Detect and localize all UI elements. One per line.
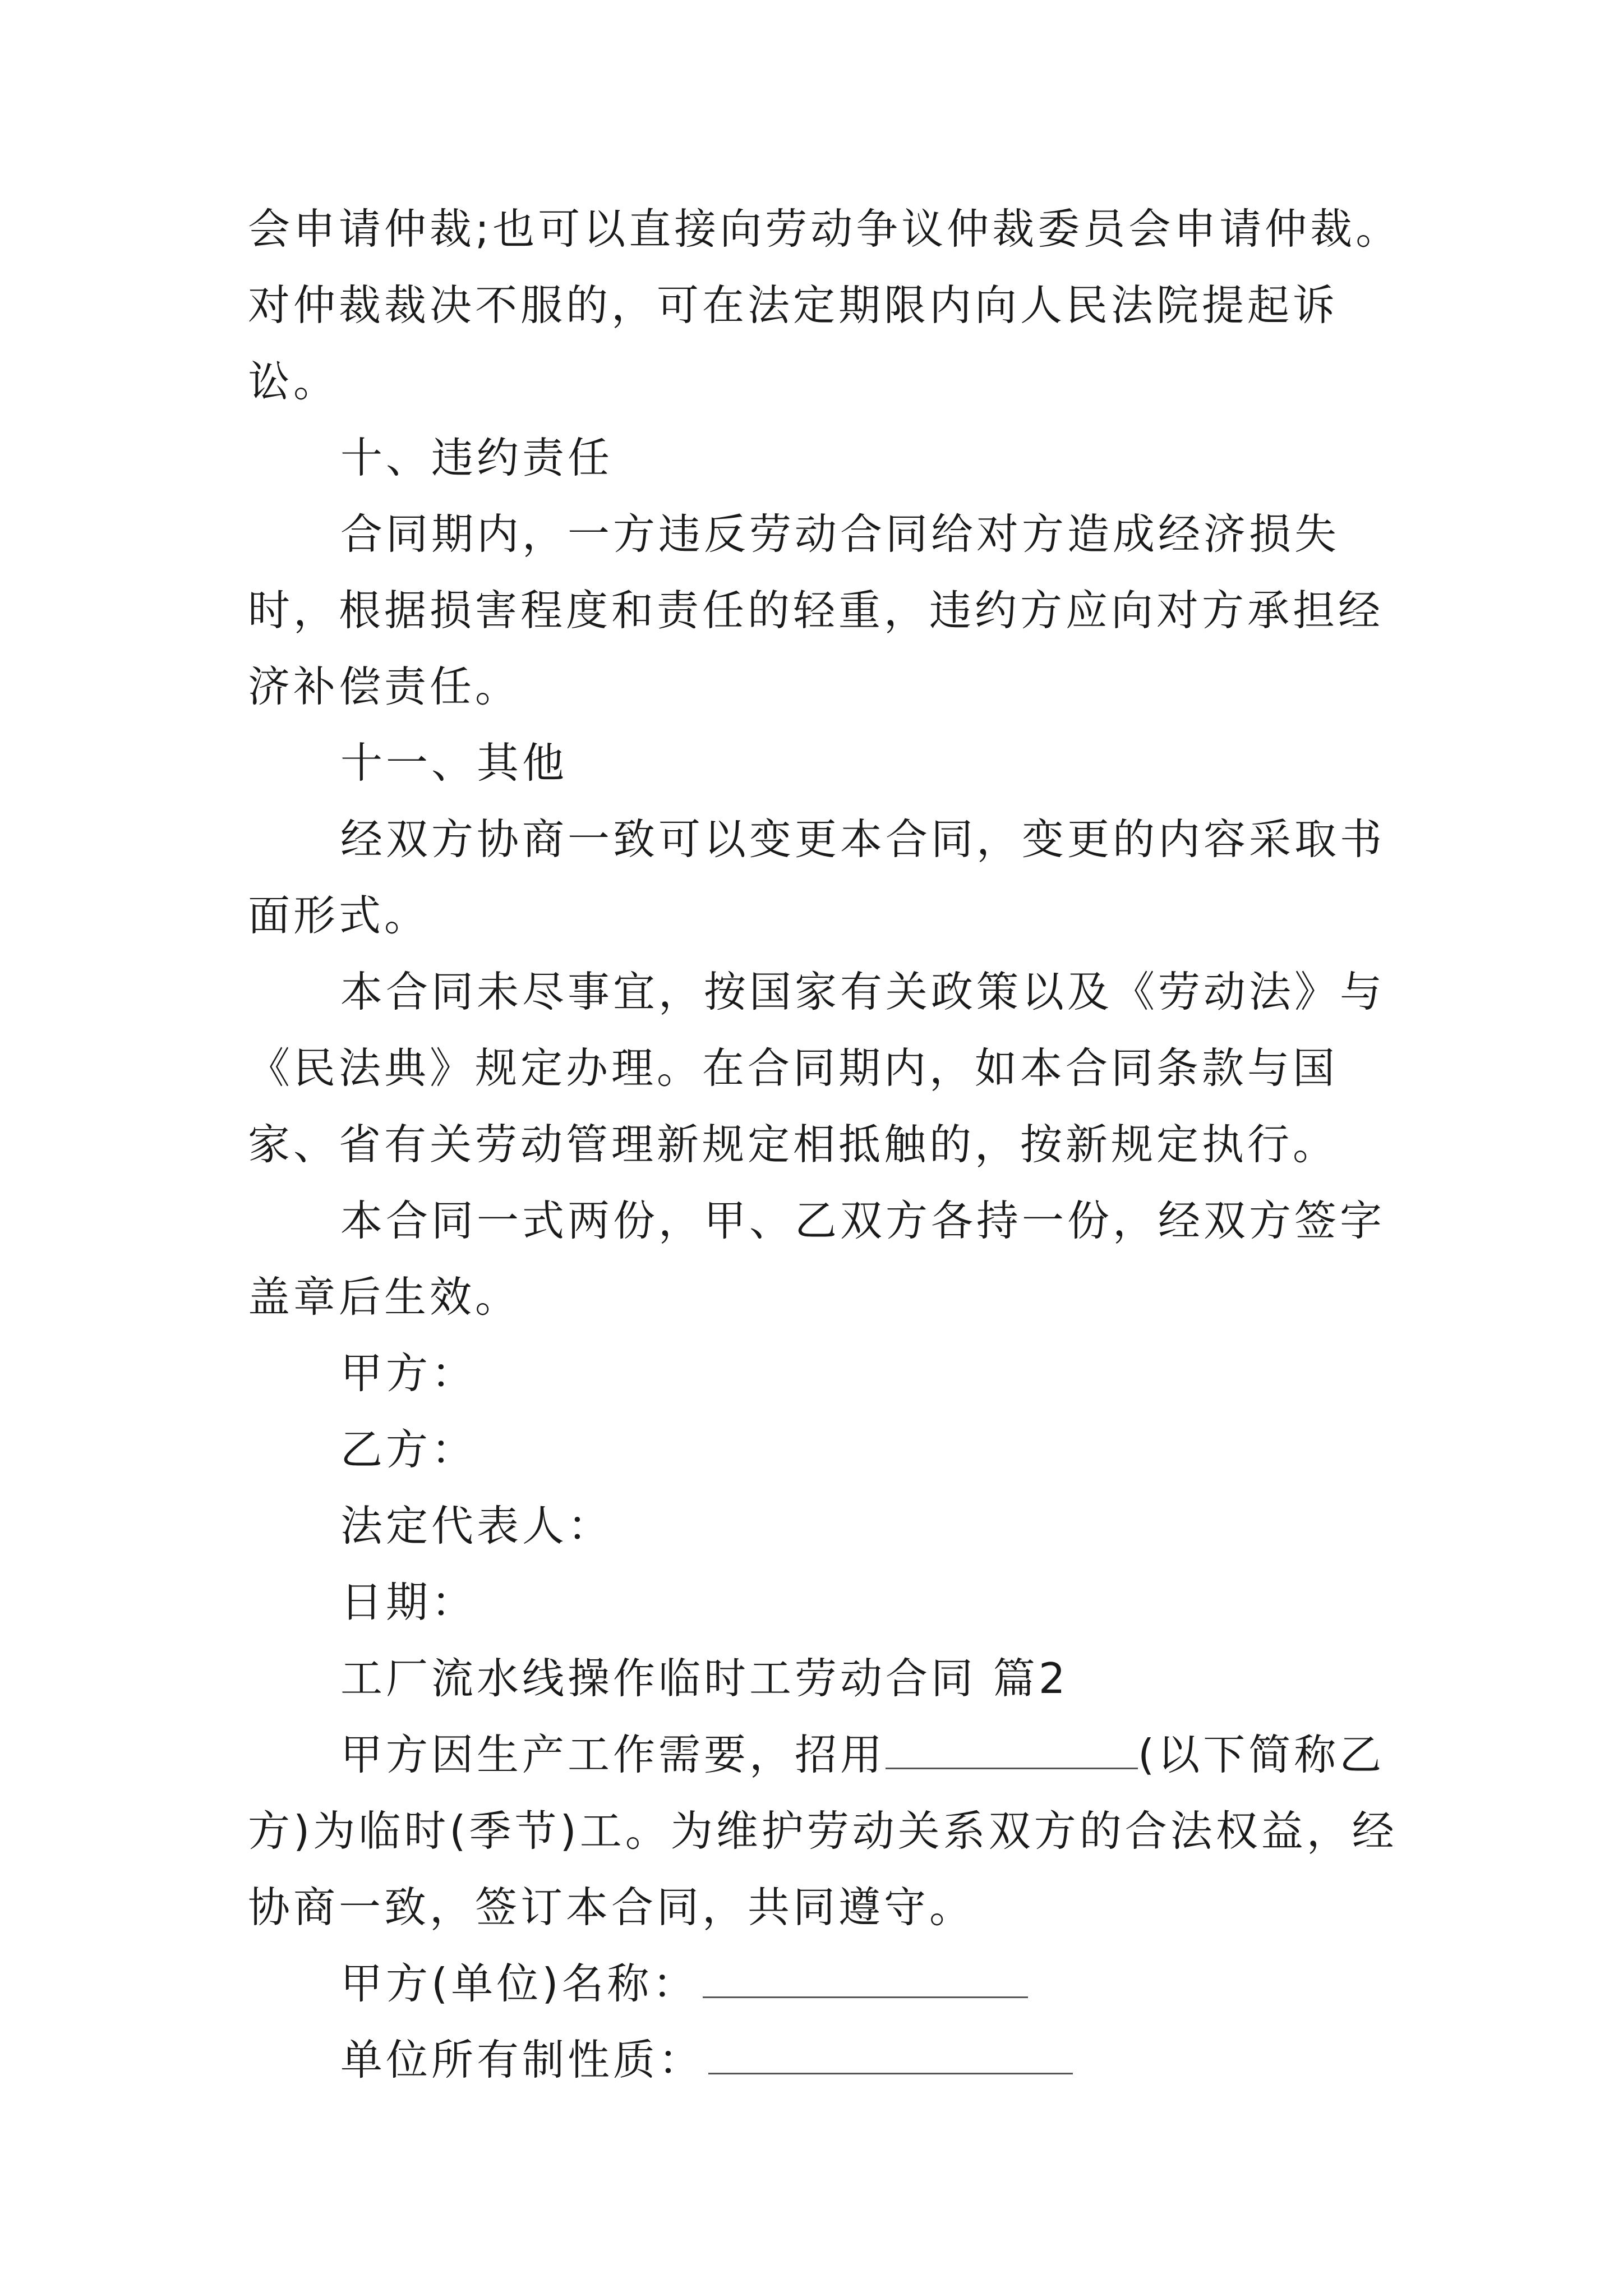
employee-name-blank — [886, 1732, 1138, 1769]
ownership-blank — [708, 2037, 1073, 2074]
hiring-text-start: 甲方因生产工作需要，招用 — [340, 1730, 886, 1779]
paragraph-arbitration: 会申请仲裁;也可以直接向劳动争议仲裁委员会申请仲裁。对仲裁裁决不服的，可在法定期限内向人民法院提起诉讼。 — [248, 204, 1401, 406]
section-2-title: 工厂流水线操作临时工劳动合同 篇2 — [340, 1654, 1069, 1703]
party-a-name-blank — [703, 1961, 1028, 1998]
hiring-text-end: (以下简称乙方)为临时(季节)工。为维护劳动关系双方的合法权益，经协商一致，签订本合同，共同遵守。 — [248, 1730, 1398, 1932]
heading-other: 十一、其他 — [340, 738, 568, 788]
field-ownership-label: 单位所有制性质： — [340, 2035, 704, 2085]
signature-legal-rep: 法定代表人： — [340, 1501, 614, 1550]
field-party-a-name-label: 甲方(单位)名称： — [340, 1959, 698, 2008]
signature-party-a: 甲方： — [340, 1349, 477, 1398]
heading-breach-liability: 十、违约责任 — [340, 433, 614, 482]
paragraph-unmentioned-matters: 本合同未尽事宜，按国家有关政策以及《劳动法》与《民法典》规定办理。在合同期内，如本合同条款与国家、省有关劳动管理新规定相抵触的，按新规定执行。 — [248, 967, 1386, 1169]
paragraph-copies: 本合同一式两份，甲、乙双方各持一份，经双方签字盖章后生效。 — [248, 1196, 1386, 1322]
field-ownership — [248, 2022, 1409, 2098]
signature-date: 日期： — [340, 1577, 477, 1627]
field-party-a-name — [248, 1945, 1409, 2022]
paragraph-contract-change: 经双方协商一致可以变更本合同，变更的内容采取书面形式。 — [248, 815, 1386, 940]
document-body — [248, 191, 1409, 2098]
paragraph-breach-liability: 合同期内，一方违反劳动合同给对方造成经济损失时，根据损害程度和责任的轻重，违约方应向对方承担经济补偿责任。 — [248, 509, 1384, 711]
signature-party-b: 乙方： — [340, 1425, 477, 1474]
paragraph-hiring — [248, 1717, 1409, 1945]
